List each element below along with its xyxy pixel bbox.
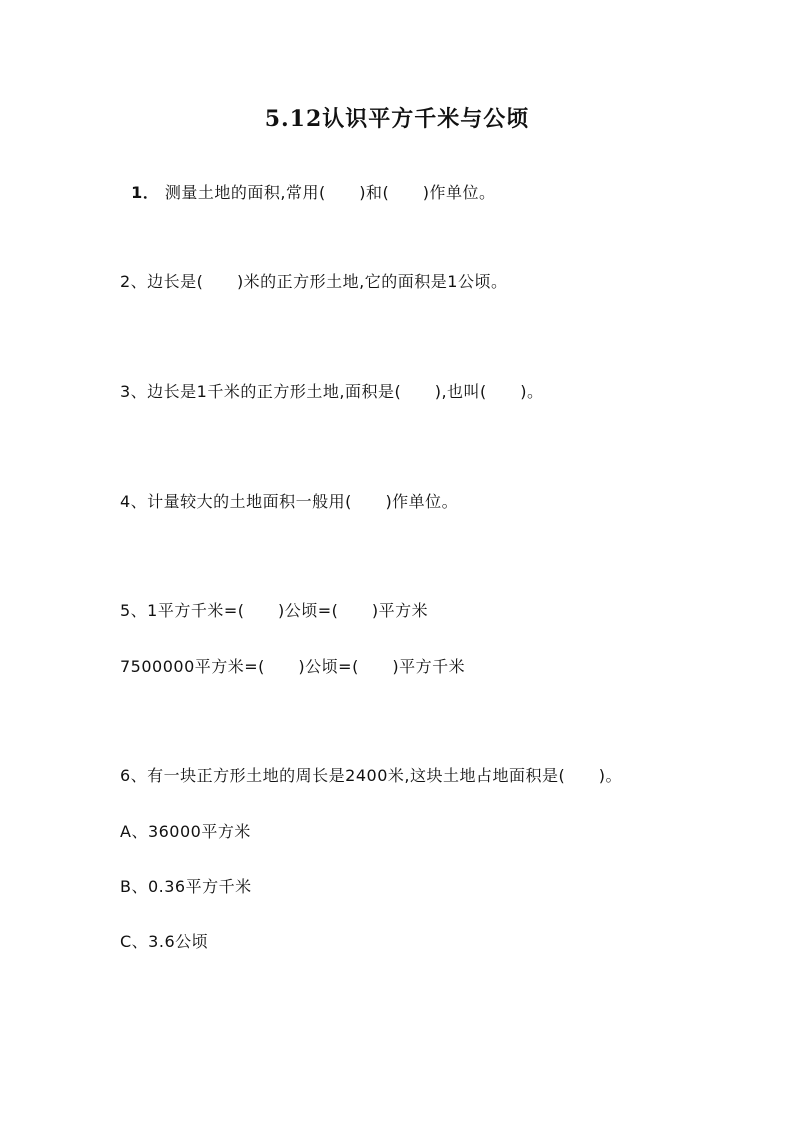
question-5-line-1: 5、1平方千米=( )公顷=( )平方米: [120, 601, 429, 620]
option-b: B、0.36平方千米: [120, 877, 252, 896]
option-c: C、3.6公顷: [120, 932, 209, 951]
option-a: A、36000平方米: [120, 822, 251, 841]
question-1: [120, 163, 496, 203]
question-2: 2、边长是( )米的正方形土地,它的面积是1公顷。: [120, 272, 508, 291]
question-1-number: 1．: [131, 183, 160, 202]
question-4: 4、计量较大的土地面积一般用( )作单位。: [120, 492, 459, 511]
question-5-line-2: 7500000平方米=( )公顷=( )平方千米: [120, 657, 466, 676]
page-title: 5.12认识平方千米与公顷: [264, 106, 530, 132]
question-1-text: 测量土地的面积,常用( )和( )作单位。: [159, 183, 496, 202]
question-6: 6、有一块正方形土地的周长是2400米,这块土地占地面积是( )。: [120, 766, 622, 785]
question-3: 3、边长是1千米的正方形土地,面积是( ),也叫( )。: [120, 382, 544, 401]
